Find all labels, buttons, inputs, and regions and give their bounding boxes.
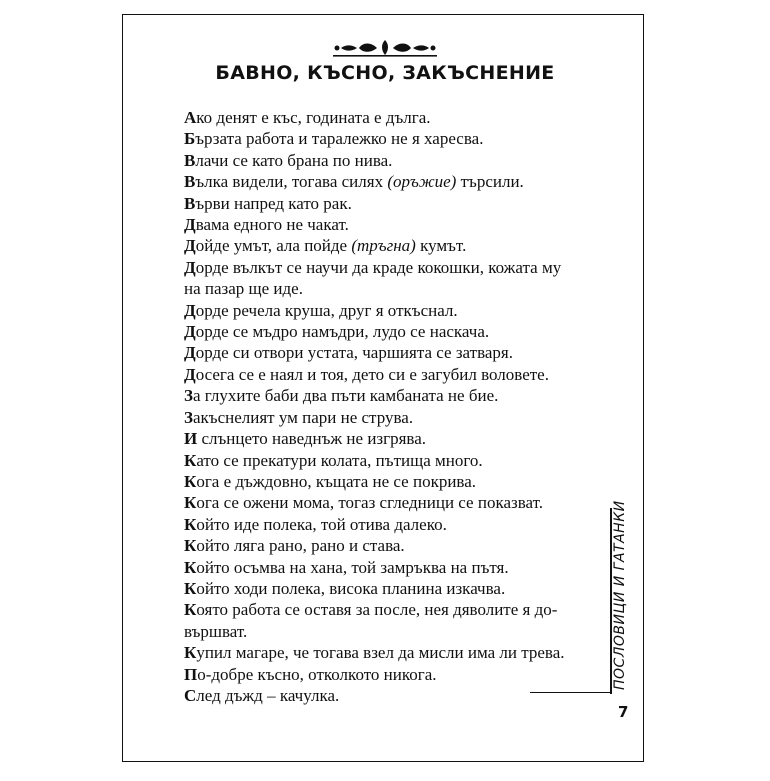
proverb-text: на пазар ще иде. bbox=[184, 279, 303, 299]
proverb-initial: П bbox=[184, 664, 198, 684]
proverb-text: ато се прекатури колата, пътища много. bbox=[196, 450, 483, 470]
proverb-initial: Д bbox=[184, 343, 196, 363]
proverb-line bbox=[184, 557, 604, 578]
proverb-line bbox=[184, 385, 604, 406]
proverb-initial: К bbox=[184, 536, 197, 556]
proverb-text: лачи се като брана по нива. bbox=[195, 150, 393, 170]
proverb-initial: К bbox=[184, 493, 197, 513]
proverb-text: орде вълкът се научи да краде кокошки, кожата му bbox=[195, 257, 562, 277]
proverb-text: ойде умът, ала пойде bbox=[195, 236, 352, 256]
proverb-line bbox=[184, 642, 604, 663]
proverb-initial: И bbox=[184, 429, 198, 449]
proverb-initial: Б bbox=[184, 129, 196, 149]
proverb-initial: Д bbox=[184, 364, 196, 384]
proverb-line bbox=[184, 685, 604, 706]
proverb-text: а глухите баби два пъти камбаната не бие. bbox=[192, 386, 499, 406]
proverb-line bbox=[184, 342, 604, 363]
proverb-text: орде речела круша, друг я откъснал. bbox=[195, 300, 458, 320]
proverb-text: ърви напред като рак. bbox=[195, 193, 352, 213]
floral-ornament-icon bbox=[333, 38, 437, 58]
proverb-text: лед дъжд – качулка. bbox=[196, 685, 340, 705]
proverb-initial: А bbox=[184, 108, 197, 127]
proverb-line bbox=[184, 599, 604, 620]
footer-rule bbox=[530, 692, 610, 693]
proverb-initial: С bbox=[184, 685, 197, 705]
proverb-line bbox=[184, 107, 604, 128]
proverb-initial: К bbox=[184, 643, 197, 663]
proverb-initial: К bbox=[184, 578, 197, 598]
proverb-initial: К bbox=[184, 514, 197, 534]
proverb-line bbox=[184, 300, 604, 321]
proverb-text-end: търсили. bbox=[456, 172, 524, 192]
proverb-text: акъснелият ум пари не струва. bbox=[192, 407, 414, 427]
page-number: 7 bbox=[618, 703, 629, 721]
proverb-list bbox=[184, 107, 604, 706]
page-title: БАВНО, КЪСНО, ЗАКЪСНЕНИЕ bbox=[215, 62, 555, 84]
proverb-text: орде се мъдро намъдри, лудо се наскача. bbox=[195, 322, 490, 342]
proverb-line bbox=[184, 535, 604, 556]
proverb-initial: З bbox=[184, 386, 193, 406]
proverb-text: упил магаре, че тогава взел да мисли има ли трева. bbox=[196, 643, 565, 663]
proverb-line bbox=[184, 128, 604, 149]
proverb-line bbox=[184, 492, 604, 513]
proverb-line bbox=[184, 407, 604, 428]
proverb-line bbox=[184, 428, 604, 449]
proverb-line bbox=[184, 278, 604, 299]
proverb-text: орде си отвори устата, чаршията се затваря. bbox=[195, 343, 514, 363]
proverb-line bbox=[184, 193, 604, 214]
proverb-initial: К bbox=[184, 557, 197, 577]
proverb-initial: В bbox=[184, 172, 196, 192]
proverb-line bbox=[184, 257, 604, 278]
proverb-text: вършват. bbox=[184, 621, 248, 641]
proverb-text: оято работа се оставя за после, нея дяволите я до- bbox=[196, 600, 558, 620]
proverb-text: о-добре късно, отколкото никога. bbox=[197, 664, 437, 684]
proverb-text: ързата работа и таралежко не я харесва. bbox=[195, 129, 484, 149]
proverb-line bbox=[184, 514, 604, 535]
proverb-text: ойто ходи полека, висока планина изкачва. bbox=[196, 578, 506, 598]
proverb-text: ойто ляга рано, рано и става. bbox=[196, 536, 405, 556]
proverb-line bbox=[184, 150, 604, 171]
proverb-gloss: (оръжие) bbox=[387, 172, 457, 192]
proverb-initial: К bbox=[184, 600, 197, 620]
proverb-initial: Д bbox=[184, 236, 196, 256]
proverb-initial: Д bbox=[184, 300, 196, 320]
proverb-initial: В bbox=[184, 193, 196, 213]
proverb-text: ко денят е къс, годината е дълга. bbox=[196, 108, 431, 127]
proverb-initial: Д bbox=[184, 322, 196, 342]
proverb-line bbox=[184, 621, 604, 642]
section-side-title: ПОСЛОВИЦИ И ГАТАНКИ bbox=[612, 500, 628, 690]
proverb-text: ълка видели, тогава силях bbox=[195, 172, 388, 192]
proverb-line bbox=[184, 471, 604, 492]
proverb-initial: Д bbox=[184, 257, 196, 277]
proverb-text: ога е дъждовно, къщата не се покрива. bbox=[196, 471, 477, 491]
proverb-text: вама едного не чакат. bbox=[195, 215, 349, 235]
proverb-gloss: (тръгна) bbox=[351, 236, 416, 256]
proverb-initial: З bbox=[184, 407, 193, 427]
proverb-text: ойто осъмва на хана, той замръква на пътя. bbox=[196, 557, 509, 577]
proverb-initial: В bbox=[184, 150, 196, 170]
proverb-text: слънцето наведнъж не изгрява. bbox=[197, 429, 427, 449]
proverb-line bbox=[184, 214, 604, 235]
proverb-initial: Д bbox=[184, 215, 196, 235]
proverb-line bbox=[184, 578, 604, 599]
proverb-initial: К bbox=[184, 471, 197, 491]
proverb-text: ойто иде полека, той отива далеко. bbox=[196, 514, 447, 534]
proverb-line bbox=[184, 364, 604, 385]
proverb-line bbox=[184, 171, 604, 192]
proverb-line bbox=[184, 664, 604, 685]
proverb-line bbox=[184, 450, 604, 471]
proverb-line bbox=[184, 235, 604, 256]
proverb-text: ога се ожени мома, тогаз сгледници се показват. bbox=[196, 493, 544, 513]
proverb-text-end: кумът. bbox=[415, 236, 467, 256]
proverb-line bbox=[184, 321, 604, 342]
proverb-text: осега се е наял и тоя, дето си е загубил воловете. bbox=[195, 364, 549, 384]
proverb-initial: К bbox=[184, 450, 197, 470]
